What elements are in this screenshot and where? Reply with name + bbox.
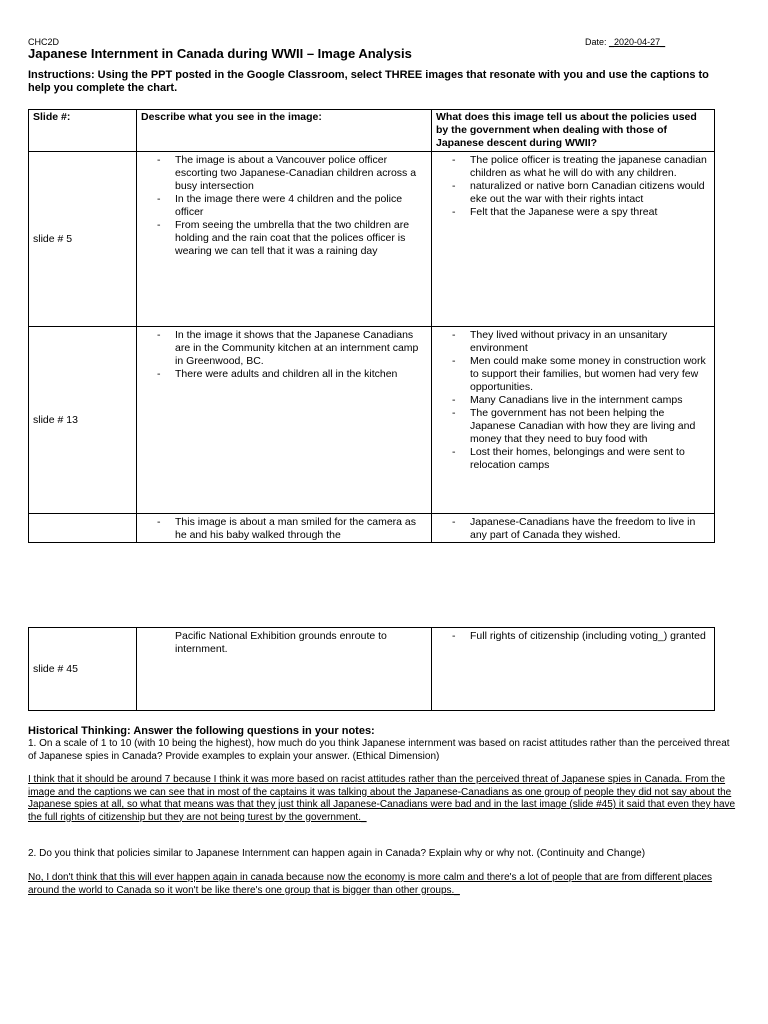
date-label: Date: [585,37,607,47]
list-item: - There were adults and children all in the kitchen [137,368,427,381]
table-row [29,152,715,327]
policies-cell [432,514,715,543]
list-item: - Japanese-Canadians have the freedom to live in any part of Canada they wished. [432,516,710,542]
policies-cell [432,628,715,711]
describe-cell [137,514,432,543]
list-item: - The image is about a Vancouver police officer escorting two Japanese-Canadian children across a busy intersection [137,154,427,193]
describe-cell [137,327,432,514]
policies-cell [432,327,715,514]
list-item: - Men could make some money in construction work to support their families, but women had very few opportunities. [432,355,710,394]
table-row [29,628,715,711]
slide-number: slide # 5 [29,152,137,327]
list-item: - The police officer is treating the japanese canadian children as what he will do with any children. [432,154,710,180]
list-item: - The government has not been helping the Japanese Canadian with how they are living and money that they need to buy food with [432,407,710,446]
page-title: Japanese Internment in Canada during WWII – Image Analysis [28,46,412,61]
col-header-policies: What does this image tell us about the policies used by the government when dealing with those of Japanese descent during WWII? [432,110,715,152]
instructions: Instructions: Using the PPT posted in the Google Classroom, select THREE images that resonate with you and use the captions to help you complete the chart. [28,69,709,94]
list-item: - This image is about a man smiled for the camera as he and his baby walked through the [137,516,427,542]
list-item: - Many Canadians live in the internment camps [432,394,710,407]
historical-thinking-heading: Historical Thinking: Answer the following questions in your notes: [28,725,375,737]
question-2: 2. Do you think that policies similar to Japanese Internment can happen again in Canada? Explain why or why not. (Continuity and Change) [28,848,646,859]
date-value: _2020-04-27_ [609,37,666,47]
describe-continued-text: Pacific National Exhibition grounds enroute to internment. [175,630,387,655]
list-item: - Lost their homes, belongings and were sent to relocation camps [432,446,710,472]
policies-cell [432,152,715,327]
list-item: - In the image there were 4 children and the police officer [137,193,427,219]
date-field [585,37,665,47]
list-item: - Full rights of citizenship (including voting_) granted [432,630,710,643]
list-item: - Felt that the Japanese were a spy threat [432,206,710,219]
slide-number: slide # 13 [29,327,137,514]
slide-number: slide # 45 [29,628,137,711]
analysis-chart-continued [28,627,715,711]
col-header-describe: Describe what you see in the image: [137,110,432,152]
answer-1: I think that it should be around 7 because I think it was more based on racist attitudes rather than the perceived threat of Japanese spies in Canada. From the image and the captions we can see that in most of the captains it was talking about the Japanese-Canadians as one group of people they did not say about the Japanese spies at all, so what that means was that they just think all Japanese-Canadians were bad and in the last image (slide #45) it said that even they have the full rights of citizenship but they are not being turest by the government._ [28,774,736,823]
slide-number [29,514,137,543]
analysis-chart [28,109,715,543]
table-row [29,327,715,514]
col-header-slide: Slide #: [29,110,137,152]
list-item: - They lived without privacy in an unsanitary environment [432,329,710,355]
header-row [29,110,715,152]
describe-cell [137,628,432,711]
answer-2: No, I don't think that this will ever happen again in canada because now the economy is more calm and there's a lot of people that are from different places around the world to Canada so it won't be like there's one group that is bigger than other groups._ [28,872,713,896]
course-code: CHC2D [28,37,60,47]
describe-cell [137,152,432,327]
list-item: - In the image it shows that the Japanese Canadians are in the Community kitchen at an internment camp in Greenwood, BC. [137,329,427,368]
list-item: - naturalized or native born Canadian citizens would eke out the war with their rights intact [432,180,710,206]
list-item: - From seeing the umbrella that the two children are holding and the rain coat that the polices officer is wearing we can tell that it was a raining day [137,219,427,258]
question-1: 1. On a scale of 1 to 10 (with 10 being the highest), how much do you think Japanese internment was based on racist attitudes rather than the perceived threat of Japanese spies in Canada? Provide examples to explain your answer. (Ethical Dimension) [28,738,730,762]
table-row [29,514,715,543]
